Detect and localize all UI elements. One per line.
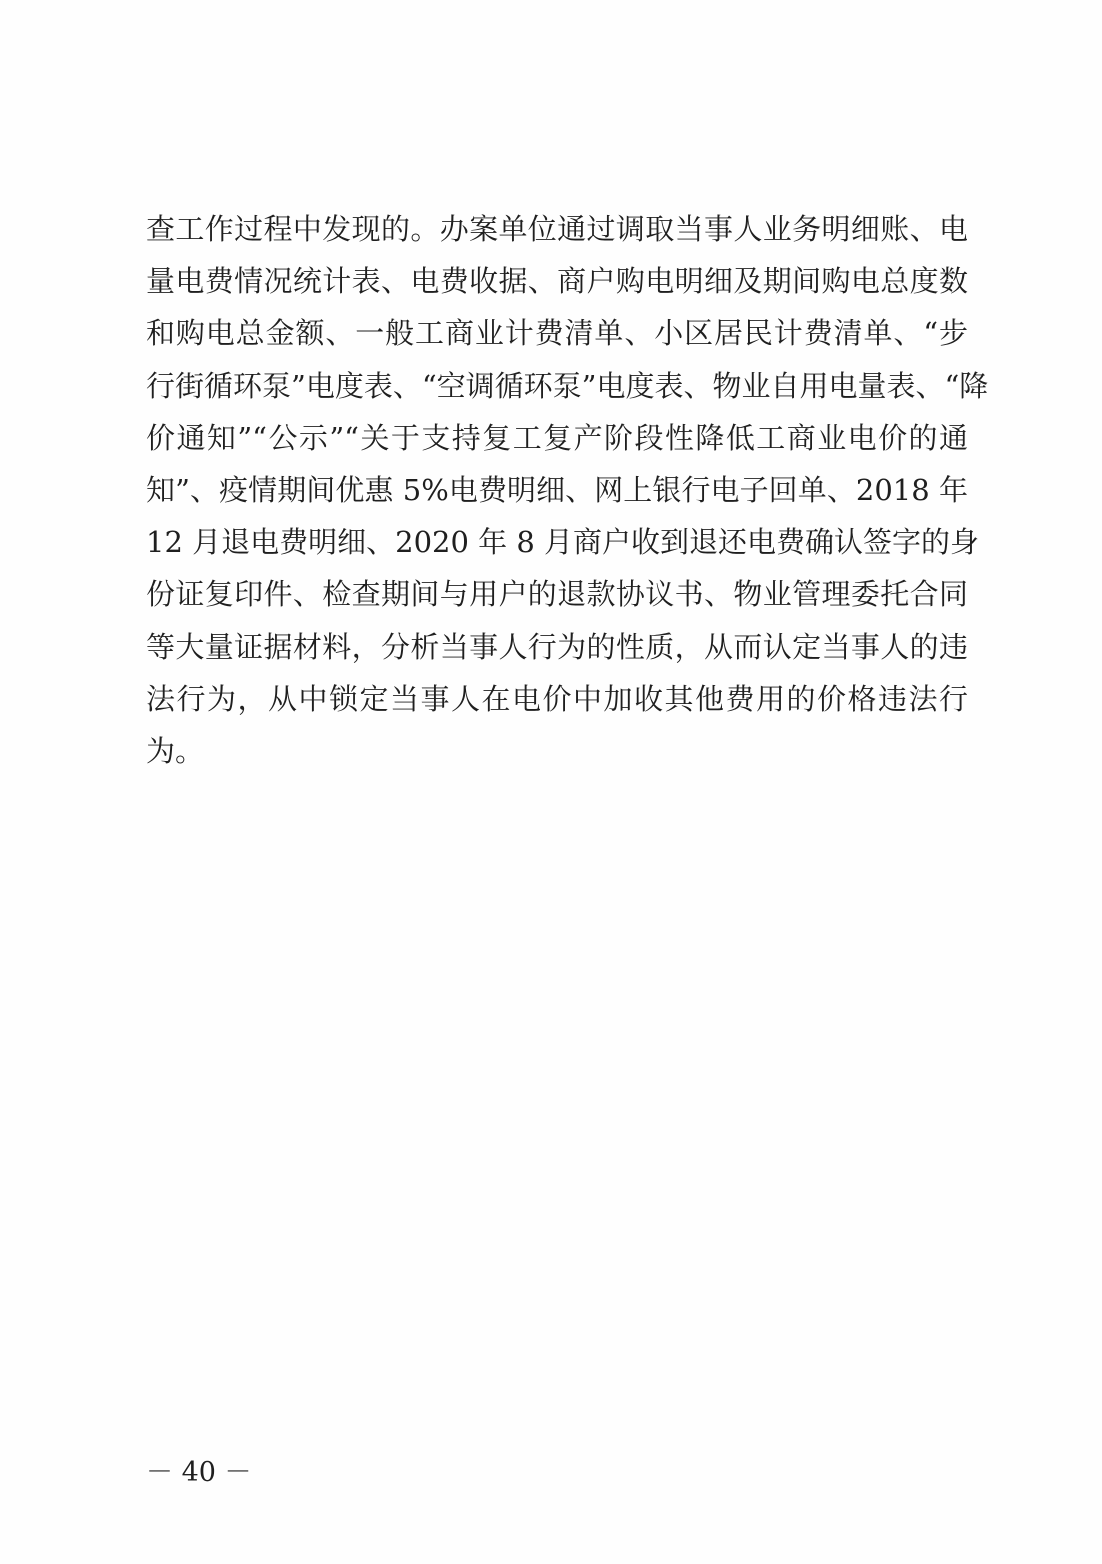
paragraph-line: 量电费情况统计表、电费收据、商户购电明细及期间购电总度数 — [146, 264, 968, 299]
paragraph-line: 等大量证据材料，分析当事人行为的性质，从而认定当事人的违 — [146, 629, 968, 664]
page-number: － 40 － — [146, 1457, 252, 1488]
paragraph-line: 份证复印件、检查期间与用户的退款协议书、物业管理委托合同 — [146, 577, 968, 612]
paragraph-line: 行街循环泵”电度表、“空调循环泵”电度表、物业自用电量表、“降 — [146, 368, 989, 403]
body-paragraph — [146, 203, 989, 777]
paragraph-line: 12 月退电费明细、2020 年 8 月商户收到退还电费确认签字的身 — [146, 525, 980, 560]
paragraph-line: 法行为，从中锁定当事人在电价中加收其他费用的价格违法行 — [146, 681, 968, 716]
paragraph-line: 和购电总金额、一般工商业计费清单、小区居民计费清单、“步 — [146, 316, 968, 351]
paragraph-line: 价通知”“公示”“关于支持复工复产阶段性降低工商业电价的通 — [146, 420, 968, 455]
paragraph-line: 查工作过程中发现的。办案单位通过调取当事人业务明细账、电 — [146, 212, 968, 246]
paragraph-line: 知”、疫情期间优惠 5%电费明细、网上银行电子回单、2018 年 — [146, 472, 968, 507]
paragraph-line: 为。 — [146, 733, 205, 768]
